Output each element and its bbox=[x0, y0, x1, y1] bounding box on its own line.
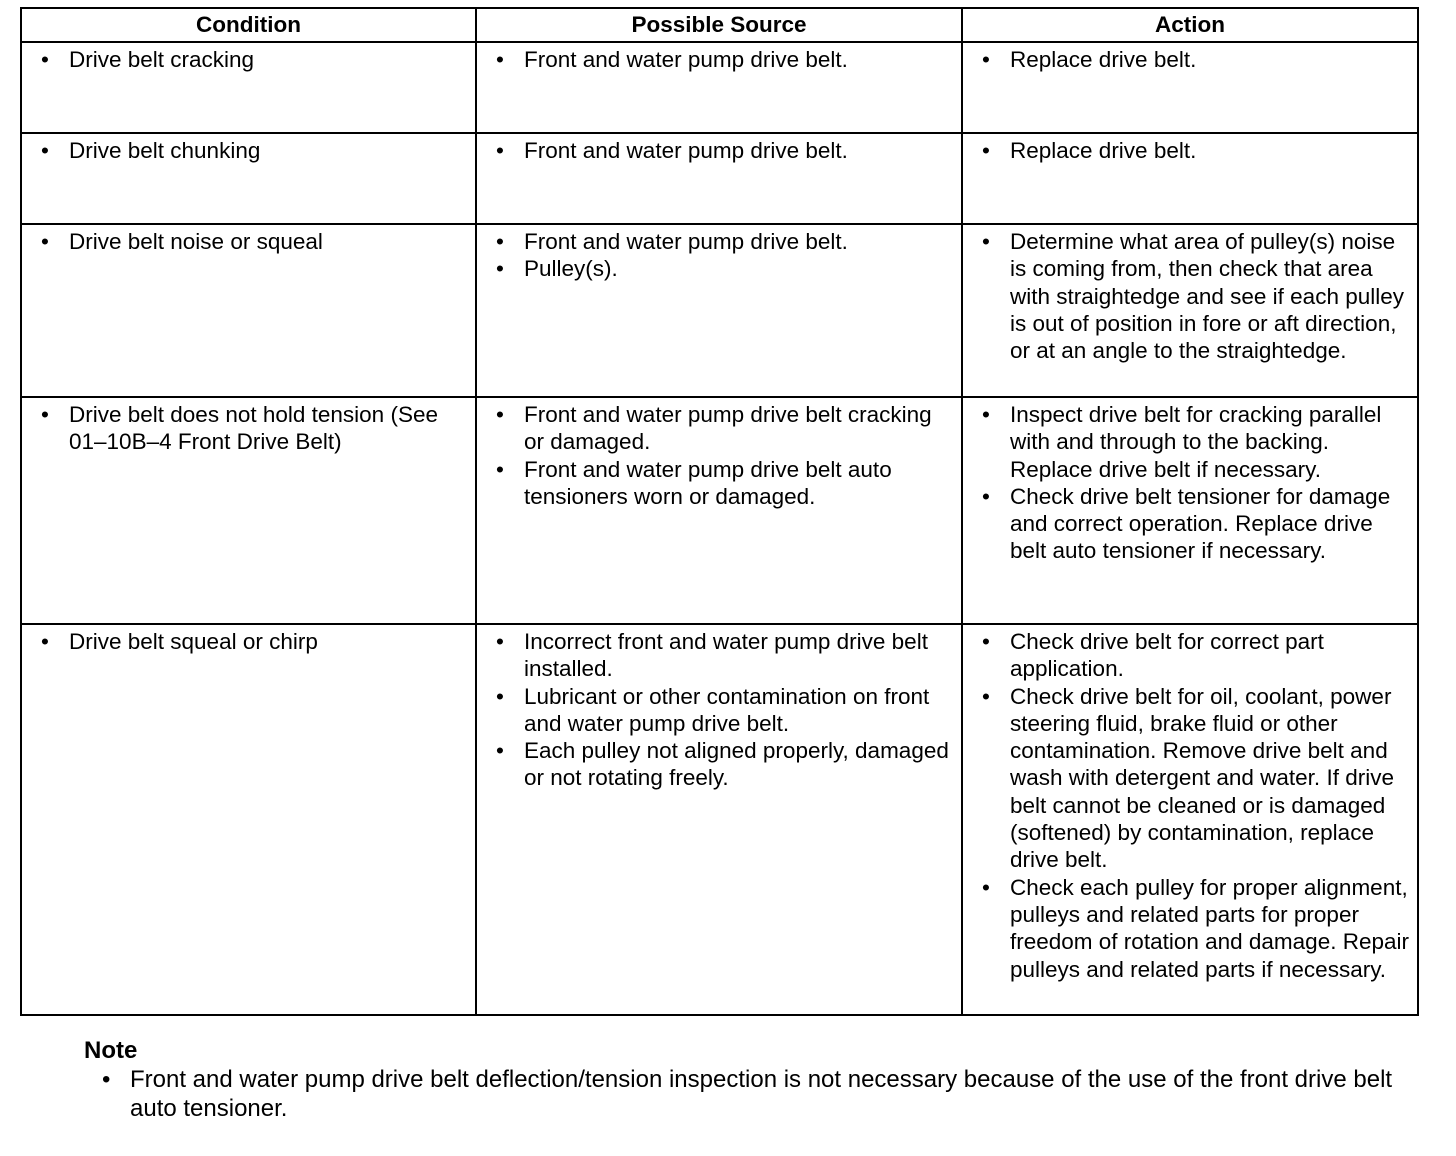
bullet-item: • Front and water pump drive belt. bbox=[491, 228, 955, 255]
bullet-item: • Front and water pump drive belt. bbox=[491, 46, 955, 73]
condition-cell bbox=[21, 624, 476, 1015]
bullet-item: • Front and water pump drive belt cracking or damaged. bbox=[491, 401, 955, 456]
table-row bbox=[21, 624, 1418, 1015]
bullet-item: • Determine what area of pulley(s) noise is coming from, then check that area with straightedge and see if each pulley is out of position in fore or aft direction, or at an angle to the straightedge. bbox=[977, 228, 1411, 364]
action-cell bbox=[962, 397, 1418, 624]
header-possible-source: Possible Source bbox=[476, 8, 962, 42]
action-cell bbox=[962, 624, 1418, 1015]
bullet-item: • Check drive belt tensioner for damage and correct operation. Replace drive belt auto tensioner if necessary. bbox=[977, 483, 1411, 565]
source-cell bbox=[476, 397, 962, 624]
source-cell bbox=[476, 224, 962, 397]
diagnosis-table bbox=[20, 7, 1419, 1016]
bullet-item: • Replace drive belt. bbox=[977, 46, 1411, 73]
action-cell bbox=[962, 133, 1418, 224]
source-cell bbox=[476, 42, 962, 133]
table-row bbox=[21, 42, 1418, 133]
note-section bbox=[84, 1036, 1424, 1123]
bullet-item: • Drive belt cracking bbox=[36, 46, 469, 73]
bullet-item: • Check drive belt for oil, coolant, power steering fluid, brake fluid or other contamination. Remove drive belt and wash with detergent and water. If drive belt cannot be cleaned or is damaged (softened) by contamination, replace drive belt. bbox=[977, 683, 1411, 874]
bullet-item: • Pulley(s). bbox=[491, 255, 955, 282]
table-row bbox=[21, 224, 1418, 397]
bullet-item: • Check drive belt for correct part application. bbox=[977, 628, 1411, 683]
source-cell bbox=[476, 133, 962, 224]
bullet-item: • Drive belt chunking bbox=[36, 137, 469, 164]
bullet-item: • Drive belt squeal or chirp bbox=[36, 628, 469, 655]
bullet-item: • Incorrect front and water pump drive belt installed. bbox=[491, 628, 955, 683]
table-header-row bbox=[21, 8, 1418, 42]
bullet-item: • Replace drive belt. bbox=[977, 137, 1411, 164]
action-cell bbox=[962, 224, 1418, 397]
table-row bbox=[21, 397, 1418, 624]
bullet-item: • Check each pulley for proper alignment, pulleys and related parts for proper freedom of rotation and damage. Repair pulleys and related parts if necessary. bbox=[977, 874, 1411, 983]
bullet-item: • Front and water pump drive belt. bbox=[491, 137, 955, 164]
note-list bbox=[84, 1065, 1424, 1123]
bullet-item: • Front and water pump drive belt auto tensioners worn or damaged. bbox=[491, 456, 955, 511]
bullet-item: • Each pulley not aligned properly, damaged or not rotating freely. bbox=[491, 737, 955, 792]
condition-cell bbox=[21, 133, 476, 224]
header-condition: Condition bbox=[21, 8, 476, 42]
condition-cell bbox=[21, 224, 476, 397]
note-item: • Front and water pump drive belt deflection/tension inspection is not necessary because of the use of the front drive belt auto tensioner. bbox=[84, 1065, 1424, 1123]
source-cell bbox=[476, 624, 962, 1015]
condition-cell bbox=[21, 42, 476, 133]
bullet-item: • Drive belt does not hold tension (See 01–10B–4 Front Drive Belt) bbox=[36, 401, 469, 456]
bullet-item: • Inspect drive belt for cracking parallel with and through to the backing. Replace drive belt if necessary. bbox=[977, 401, 1411, 483]
table-row bbox=[21, 133, 1418, 224]
bullet-item: • Drive belt noise or squeal bbox=[36, 228, 469, 255]
note-title: Note bbox=[84, 1037, 138, 1064]
action-cell bbox=[962, 42, 1418, 133]
bullet-item: • Lubricant or other contamination on front and water pump drive belt. bbox=[491, 683, 955, 738]
condition-cell bbox=[21, 397, 476, 624]
header-action: Action bbox=[962, 8, 1418, 42]
